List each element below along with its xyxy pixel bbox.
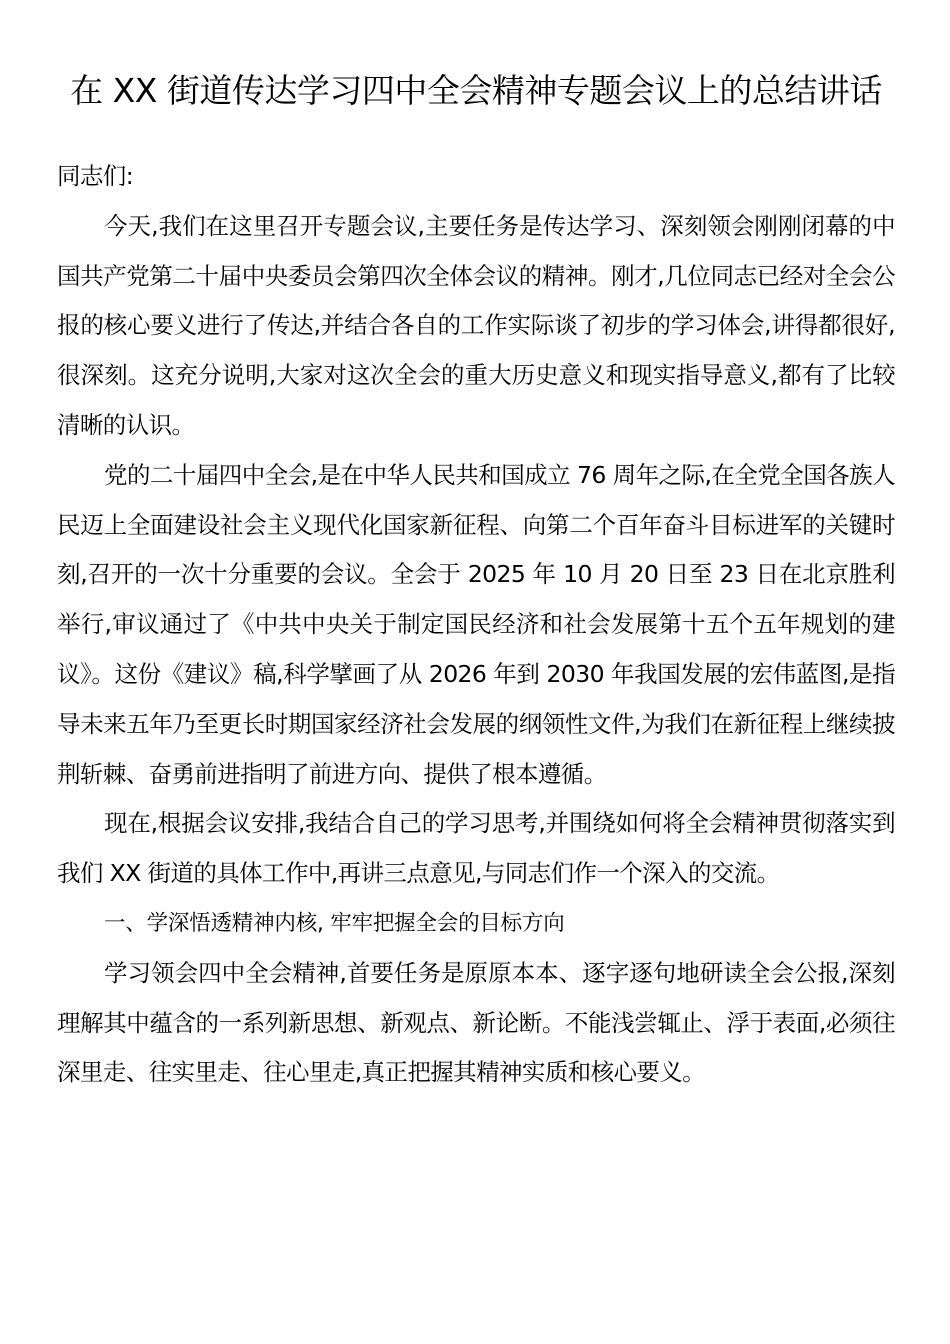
document-title: 在 XX 街道传达学习四中全会精神专题会议上的总结讲话 [70,71,882,110]
paragraph-background: 党的二十届四中全会,是在中华人民共和国成立 76 周年之际,在全党全国各族人民迈上全面建设社会主义现代化国家新征程、向第二个百年奋斗目标进军的关键时刻,召开的一次十分重要的会议。全会于 2025 年 10 月 20 日至 23 日在北京胜利举行,审议通过了《中共中央关于制定国民经济和社会发展第十五个五年规划的建议》。这份《建议》稿,科学擘画了从 2026 年到 2030 年我国发展的宏伟蓝图,是指导未来五年乃至更长时期国家经济社会发展的纲领性文件,为我们在新征程上继续披荆斩棘、奋勇前进指明了前进方向、提供了根本遵循。 [57,460,895,788]
salutation: 同志们: [57,162,134,190]
paragraph-agenda: 现在,根据会议安排,我结合自己的学习思考,并围绕如何将全会精神贯彻落实到我们 XX 街道的具体工作中,再讲三点意见,与同志们作一个深入的交流。 [57,809,895,888]
section-heading: 一、学深悟透精神内核, 牢牢把握全会的目标方向 [104,910,565,936]
paragraph-intro: 今天,我们在这里召开专题会议,主要任务是传达学习、深刻领会刚刚闭幕的中国共产党第二十届中央委员会第四次全体会议的精神。刚才,几位同志已经对全会公报的核心要义进行了传达,并结合各自的工作实际谈了初步的学习体会,讲得都很好,很深刻。这充分说明,大家对这次全会的重大历史意义和现实指导意义,都有了比较清晰的认识。 [57,211,895,439]
document-body [57,152,895,1098]
section-paragraph: 学习领会四中全会精神,首要任务是原原本本、逐字逐句地研读全会公报,深刻理解其中蕴含的一系列新思想、新观点、新论断。不能浅尝辄止、浮于表面,必须往深里走、往实里走、往心里走,真正把握其精神实质和核心要义。 [57,958,895,1087]
document-page [57,0,895,1098]
